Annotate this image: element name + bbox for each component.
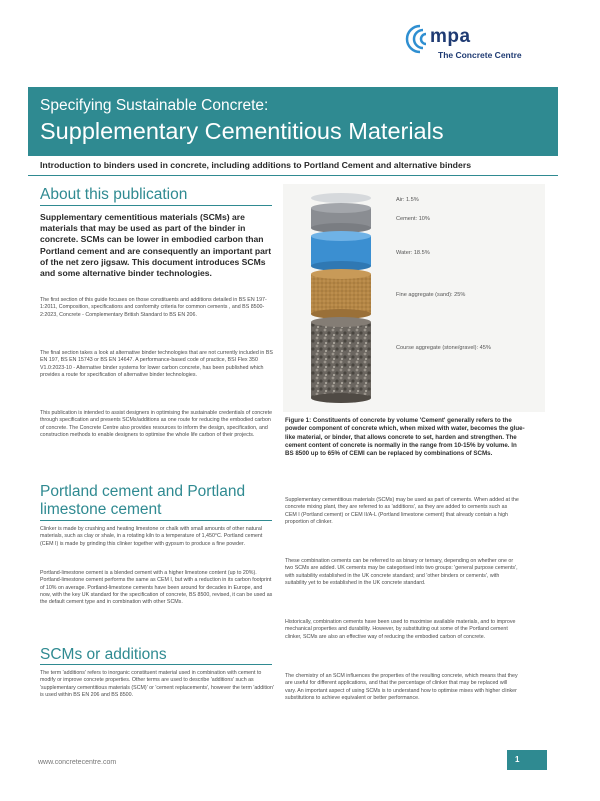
- about-paragraph-1: The first section of this guide focuses on those constituents and additions detailed in BS EN 197-1:2011, Composition, specifications and conformity criteria for common cements , and BS 8500-2:2023, Concrete - Complementary British Standard to BS EN 206.: [40, 297, 267, 318]
- fine-aggregate-layer: [311, 274, 371, 314]
- about-paragraph-2: The final section takes a look at alternative binder technologies that are not currently included in BS EN 197, BS EN 15743 or BS EN 14647. A performance-based code of practice, BSI Flex 350 V1.0:2023-10 - Alternative binder systems for lower carbon concrete, has been published which provides a route for specification of alternative binder technologies.: [40, 350, 273, 378]
- about-heading: About this publication: [40, 186, 188, 203]
- intro-strapline: Introduction to binders used in concrete, including additions to Portland Cement and alternative binders: [40, 160, 472, 170]
- about-paragraph-3: This publication is intended to assist designers in optimising the sustainable credentials of concrete through specification and presents SCMs/additions as one route for reducing the embodied carbon of concrete. The Concrete Centre also provides resources to inform the design, specification, and construction methods to enable designers to optimise the whole life carbon of their projects.: [40, 410, 273, 438]
- footer-url[interactable]: www.concretecentre.com: [38, 759, 117, 766]
- portland-paragraph-1: Clinker is made by crushing and heating limestone or chalk with small amounts of other natural materials, such as clay or shale, in a rotating kiln to a temperature of 1,450°C. Portland cement (CEM I) is made by grinding this clinker together with gypsum to produce a fine powder.: [40, 526, 263, 547]
- logo-wordmark: mpa: [430, 26, 471, 47]
- title-banner: [28, 87, 558, 156]
- label-coarse-aggregate: Course aggregate (stone/gravel): 45%: [396, 345, 491, 351]
- coarse-aggregate-layer: [311, 322, 371, 398]
- label-cement: Cement: 10%: [396, 216, 430, 222]
- intro-divider: [28, 175, 558, 176]
- scms-underline: [40, 664, 272, 665]
- page-number: 1: [507, 750, 547, 770]
- label-air: Air: 1.5%: [396, 197, 419, 203]
- about-underline: [40, 205, 272, 206]
- portland-heading: Portland cement and Portland limestone cement: [40, 483, 246, 518]
- page-title: Supplementary Cementitious Materials: [40, 118, 444, 144]
- figure-caption: Figure 1: Constituents of concrete by volume 'Cement' generally refers to the powder component of concrete which, when mixed with water, becomes the glue-like material, or binder, that allows concrete to set, harden and strengthen. The cement content of concrete is normally in the range from 10-15% by volume. In BS 8500 up to 65% of CEMI can be replaced by combinations of SCMs.: [285, 417, 525, 458]
- portland-underline: [40, 520, 272, 521]
- logo-subtitle: The Concrete Centre: [438, 50, 522, 60]
- right-paragraph-1: Supplementary cementitious materials (SCMs) may be used as part of cements. When added at the concrete mixing plant, they are referred to as 'additions', as they are added to cements such as CEM I (Portland cement) or CEM II/A-L (Portland limestone cement) that already contain a high proportion of clinker.: [285, 497, 519, 525]
- label-water: Water: 18.5%: [396, 250, 430, 256]
- scms-paragraph-1: The term 'additions' refers to inorganic constituent material used in combination with cement to modify or improve concrete properties. Other terms are used to describe 'additions' such as 'supplementary cementitious materials (SCM)' or 'cement replacements', however the term 'addition' is used within BS EN 206 and BS 8500.: [40, 670, 274, 698]
- air-layer: [311, 193, 371, 203]
- series-title: Specifying Sustainable Concrete:: [40, 97, 269, 114]
- mpa-logo: [404, 22, 564, 66]
- about-lead: Supplementary cementitious materials (SCMs) are materials that may be used as part of the binder in concrete. SCMs can be lower in embodied carbon than Portland cement and are consequently an important part of the net zero jigsaw. This document introduces SCMs and some alternative binder technologies.: [40, 212, 272, 279]
- portland-paragraph-2: Portland-limestone cement is a blended cement with a higher limestone content (up to 20%). Portland-limestone cement performs the same as CEM I, but with a reduction in its carbon footprint of 10% on average. Portland-limestone cements have been around for decades in Europe, and now, with the key UK standard for the specification of concrete, BS 8500, revised, it can be used as the default cement type and in combination with other SCMs.: [40, 570, 273, 606]
- label-fine-aggregate: Fine aggregate (sand): 25%: [396, 292, 466, 298]
- right-paragraph-4: The chemistry of an SCM influences the properties of the resulting concrete, which means that they are useful for different applications, and that the percentage of clinker that may be replaced will vary. An important aspect of using SCMs is to understand how to optimise mixes with higher clinker substitutions to achieve equivalent or better performance.: [285, 673, 518, 701]
- scms-heading: SCMs or additions: [40, 646, 167, 663]
- right-paragraph-3: Historically, combination cements have been used to maximise available materials, and to improve mechanical properties and durability. However, by substituting out some of the Portland cement clinker, SCMs are also an effective way of reducing the embodied carbon of concrete.: [285, 619, 516, 640]
- right-paragraph-2: These combination cements can be referred to as binary or ternary, depending on whether one or two SCMs are added. UK cements may be categorised into two groups: 'general purpose cements', with suitability established in the UK concrete standard; and 'other binders or cements', with suitability yet to be established in the UK concrete standard.: [285, 558, 518, 586]
